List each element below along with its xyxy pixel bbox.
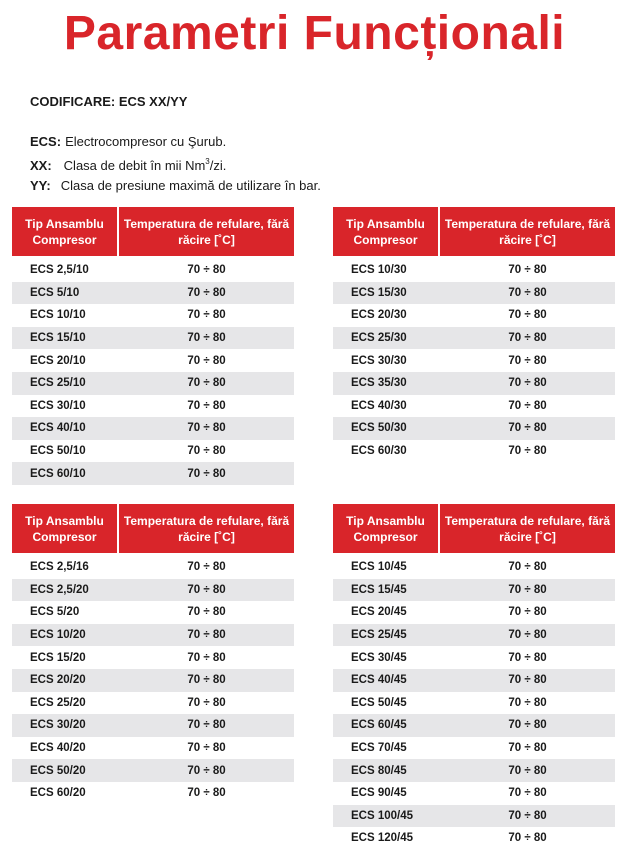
table-row: [12, 646, 294, 669]
cell-temperature: 70 ÷ 80: [187, 264, 226, 277]
cell-model: ECS 30/20: [30, 719, 86, 732]
cell-model: ECS 60/30: [351, 445, 407, 458]
cell-temperature: 70 ÷ 80: [508, 696, 547, 709]
cell-model: ECS 60/10: [30, 467, 86, 480]
table-row: [12, 556, 294, 579]
table-header: [12, 504, 294, 553]
cell-temperature: 70 ÷ 80: [187, 309, 226, 322]
table-row: [333, 759, 615, 782]
cell-temperature: 70 ÷ 80: [508, 719, 547, 732]
cell-temperature: 70 ÷ 80: [508, 832, 547, 845]
legend-text: Clasa de debit în mii Nm: [63, 158, 206, 173]
legend-text: Electrocompresor cu Şurub.: [65, 134, 227, 149]
table-row: [12, 372, 294, 395]
table-bar-20: [12, 504, 294, 805]
cell-temperature: 70 ÷ 80: [187, 332, 226, 345]
cell-temperature: 70 ÷ 80: [508, 809, 547, 822]
legend-superscript: 3: [205, 157, 210, 166]
cell-temperature: 70 ÷ 80: [187, 286, 226, 299]
cell-temperature: 70 ÷ 80: [508, 354, 547, 367]
cell-temperature: 70 ÷ 80: [187, 606, 226, 619]
cell-model: ECS 15/45: [351, 583, 407, 596]
header-temperatura: Temperatura de refulare, fără răcire [˚C]: [440, 504, 615, 553]
header-tip-ansamblu: Tip Ansamblu Compresor: [12, 207, 117, 256]
table-bar-30: [333, 207, 615, 462]
cell-model: ECS 15/20: [30, 651, 86, 664]
legend-key: ECS:: [30, 134, 62, 149]
table-header: [333, 207, 615, 256]
cell-temperature: 70 ÷ 80: [187, 399, 226, 412]
table-row: [333, 737, 615, 760]
cell-model: ECS 2,5/10: [30, 264, 89, 277]
cell-temperature: 70 ÷ 80: [508, 309, 547, 322]
cell-model: ECS 30/30: [351, 354, 407, 367]
table-row: [12, 304, 294, 327]
cell-temperature: 70 ÷ 80: [508, 742, 547, 755]
table-row: [12, 259, 294, 282]
table-row: [12, 601, 294, 624]
table-row: [333, 624, 615, 647]
table-row: [12, 417, 294, 440]
table-row: [12, 669, 294, 692]
table-row: [12, 782, 294, 805]
table-row: [12, 692, 294, 715]
table-row: [333, 417, 615, 440]
header-tip-ansamblu: Tip Ansamblu Compresor: [333, 504, 438, 553]
cell-model: ECS 60/20: [30, 787, 86, 800]
cell-model: ECS 40/20: [30, 742, 86, 755]
cell-temperature: 70 ÷ 80: [187, 377, 226, 390]
table-row: [333, 579, 615, 602]
cell-temperature: 70 ÷ 80: [187, 629, 226, 642]
cell-temperature: 70 ÷ 80: [508, 787, 547, 800]
cell-model: ECS 50/20: [30, 764, 86, 777]
table-row: [333, 827, 615, 850]
cell-temperature: 70 ÷ 80: [187, 445, 226, 458]
cell-model: ECS 30/10: [30, 399, 86, 412]
cell-model: ECS 10/10: [30, 309, 86, 322]
cell-model: ECS 30/45: [351, 651, 407, 664]
cell-model: ECS 70/45: [351, 742, 407, 755]
header-temperatura: Temperatura de refulare, fără răcire [˚C]: [119, 207, 294, 256]
table-row: [333, 805, 615, 828]
table-body: [333, 259, 615, 462]
table-body: [12, 259, 294, 485]
cell-model: ECS 10/30: [351, 264, 407, 277]
cell-model: ECS 25/45: [351, 629, 407, 642]
cell-model: ECS 60/45: [351, 719, 407, 732]
cell-temperature: 70 ÷ 80: [508, 264, 547, 277]
table-row: [12, 714, 294, 737]
cell-model: ECS 20/30: [351, 309, 407, 322]
table-header: [12, 207, 294, 256]
cell-model: ECS 10/45: [351, 561, 407, 574]
cell-temperature: 70 ÷ 80: [187, 719, 226, 732]
cell-temperature: 70 ÷ 80: [508, 651, 547, 664]
table-row: [12, 440, 294, 463]
cell-temperature: 70 ÷ 80: [508, 629, 547, 642]
cell-temperature: 70 ÷ 80: [508, 606, 547, 619]
cell-temperature: 70 ÷ 80: [187, 674, 226, 687]
table-row: [333, 782, 615, 805]
cell-model: ECS 25/30: [351, 332, 407, 345]
table-row: [333, 372, 615, 395]
table-row: [333, 259, 615, 282]
legend-xx: [30, 152, 321, 176]
legend-key: XX:: [30, 158, 52, 173]
cell-temperature: 70 ÷ 80: [508, 332, 547, 345]
table-row: [12, 737, 294, 760]
cell-model: ECS 100/45: [351, 809, 414, 822]
table-bar-45: [333, 504, 615, 850]
cell-temperature: 70 ÷ 80: [187, 422, 226, 435]
table-row: [333, 714, 615, 737]
page-title: Parametri Funcționali: [63, 7, 566, 60]
table-row: [333, 601, 615, 624]
legend-yy: [30, 176, 321, 196]
cell-model: ECS 35/30: [351, 377, 407, 390]
cell-temperature: 70 ÷ 80: [508, 286, 547, 299]
cell-model: ECS 10/20: [30, 629, 86, 642]
table-body: [333, 556, 615, 850]
legend-key: YY:: [30, 178, 51, 193]
table-row: [12, 327, 294, 350]
cell-temperature: 70 ÷ 80: [508, 583, 547, 596]
cell-temperature: 70 ÷ 80: [187, 467, 226, 480]
cell-model: ECS 120/45: [351, 832, 414, 845]
cell-temperature: 70 ÷ 80: [187, 561, 226, 574]
table-row: [333, 440, 615, 463]
cell-model: ECS 5/20: [30, 606, 80, 619]
cell-model: ECS 2,5/20: [30, 583, 89, 596]
cell-temperature: 70 ÷ 80: [508, 561, 547, 574]
cell-temperature: 70 ÷ 80: [187, 742, 226, 755]
table-row: [12, 462, 294, 485]
cell-model: ECS 20/20: [30, 674, 86, 687]
cell-temperature: 70 ÷ 80: [187, 651, 226, 664]
header-tip-ansamblu: Tip Ansamblu Compresor: [333, 207, 438, 256]
header-temperatura: Temperatura de refulare, fără răcire [˚C]: [119, 504, 294, 553]
cell-temperature: 70 ÷ 80: [508, 377, 547, 390]
cell-model: ECS 25/20: [30, 696, 86, 709]
cell-temperature: 70 ÷ 80: [187, 764, 226, 777]
cell-model: ECS 20/45: [351, 606, 407, 619]
legend: [30, 132, 321, 196]
table-body: [12, 556, 294, 805]
table-row: [12, 624, 294, 647]
table-row: [333, 669, 615, 692]
table-row: [12, 579, 294, 602]
cell-model: ECS 50/45: [351, 696, 407, 709]
cell-temperature: 70 ÷ 80: [508, 764, 547, 777]
table-row: [333, 395, 615, 418]
table-row: [12, 395, 294, 418]
table-row: [333, 349, 615, 372]
cell-model: ECS 40/30: [351, 399, 407, 412]
cell-temperature: 70 ÷ 80: [508, 674, 547, 687]
cell-model: ECS 15/30: [351, 286, 407, 299]
legend-ecs: [30, 132, 321, 152]
cell-temperature: 70 ÷ 80: [187, 696, 226, 709]
cell-model: ECS 20/10: [30, 354, 86, 367]
table-header: [333, 504, 615, 553]
table-row: [333, 556, 615, 579]
cell-model: ECS 90/45: [351, 787, 407, 800]
table-row: [333, 282, 615, 305]
cell-temperature: 70 ÷ 80: [187, 787, 226, 800]
codificare-label: CODIFICARE: ECS XX/YY: [30, 94, 188, 109]
cell-model: ECS 50/30: [351, 422, 407, 435]
cell-temperature: 70 ÷ 80: [508, 399, 547, 412]
cell-temperature: 70 ÷ 80: [187, 583, 226, 596]
table-row: [12, 282, 294, 305]
table-row: [333, 692, 615, 715]
table-row: [12, 759, 294, 782]
table-row: [333, 646, 615, 669]
header-tip-ansamblu: Tip Ansamblu Compresor: [12, 504, 117, 553]
cell-temperature: 70 ÷ 80: [187, 354, 226, 367]
cell-model: ECS 5/10: [30, 286, 80, 299]
table-row: [333, 327, 615, 350]
cell-model: ECS 40/10: [30, 422, 86, 435]
table-bar-10: [12, 207, 294, 485]
cell-temperature: 70 ÷ 80: [508, 445, 547, 458]
cell-model: ECS 40/45: [351, 674, 407, 687]
cell-temperature: 70 ÷ 80: [508, 422, 547, 435]
table-row: [333, 304, 615, 327]
cell-model: ECS 2,5/16: [30, 561, 89, 574]
cell-model: ECS 50/10: [30, 445, 86, 458]
cell-model: ECS 15/10: [30, 332, 86, 345]
legend-text-tail: /zi.: [209, 158, 227, 173]
header-temperatura: Temperatura de refulare, fără răcire [˚C]: [440, 207, 615, 256]
cell-model: ECS 80/45: [351, 764, 407, 777]
cell-model: ECS 25/10: [30, 377, 86, 390]
legend-text: Clasa de presiune maximă de utilizare în bar.: [60, 178, 321, 193]
table-row: [12, 349, 294, 372]
